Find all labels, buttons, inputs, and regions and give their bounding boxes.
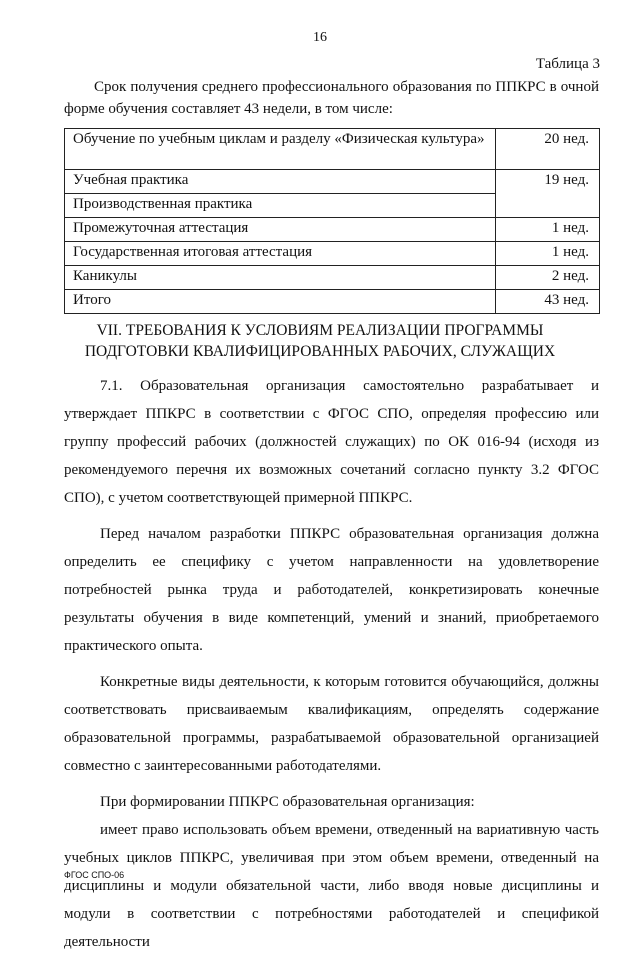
row-label: Обучение по учебным циклам и разделу «Физическая культура»	[65, 129, 496, 170]
section-title-line: ПОДГОТОВКИ КВАЛИФИЦИРОВАННЫХ РАБОЧИХ, СЛУЖАЩИХ	[84, 343, 556, 360]
paragraph: Конкретные виды деятельности, к которым готовится обучающийся, должны соответствовать присваиваемым квалификациям, определять содержание образовательной программы, разрабатываемой образовательной организацией совместно с заинтересованными работодателями.	[64, 674, 599, 774]
table-row	[65, 170, 600, 194]
paragraph: 7.1. Образовательная организация самостоятельно разрабатывает и утверждает ППКРС в соответствии с ФГОС СПО, определяя профессию или группу профессий рабочих (должностей служащих) по ОК 016-94 (исходя из рекомендуемого перечня их возможных сочетаний согласно пункту 3.2 ФГОС СПО), с учетом соответствующей примерной ППКРС.	[64, 378, 599, 506]
row-label: Каникулы	[65, 266, 496, 290]
row-label: Итого	[65, 290, 496, 314]
table-row	[65, 266, 600, 290]
table-row	[65, 129, 600, 170]
footer-label: ФГОС СПО-06	[64, 870, 125, 880]
paragraph: При формировании ППКРС образовательная организация:	[100, 794, 475, 810]
study-schedule-table	[64, 128, 600, 314]
intro-paragraph: Срок получения среднего профессионального образования по ППКРС в очной форме обучения составляет 43 недели, в том числе:	[64, 79, 599, 117]
section-title-line: VII. ТРЕБОВАНИЯ К УСЛОВИЯМ РЕАЛИЗАЦИИ ПРОГРАММЫ	[96, 322, 544, 339]
row-value: 2 нед.	[496, 266, 600, 290]
row-value: 19 нед.	[496, 170, 600, 218]
table-row	[65, 290, 600, 314]
row-label: Производственная практика	[65, 194, 496, 218]
page-number: 16	[313, 30, 327, 45]
table-row	[65, 218, 600, 242]
row-value: 43 нед.	[496, 290, 600, 314]
row-value: 20 нед.	[496, 129, 600, 170]
row-value: 1 нед.	[496, 242, 600, 266]
row-label: Промежуточная аттестация	[65, 218, 496, 242]
paragraph: имеет право использовать объем времени, отведенный на вариативную часть учебных циклов ППКРС, увеличивая при этом объем времени, отведенный на дисциплины и модули обязательной части, либо вводя новые дисциплины и модули в соответствии с потребностями работодателей и спецификой деятельности	[64, 822, 599, 950]
row-label: Государственная итоговая аттестация	[65, 242, 496, 266]
table-caption: Таблица 3	[535, 56, 600, 72]
table-row	[65, 242, 600, 266]
section-title	[0, 320, 640, 362]
row-label: Учебная практика	[65, 170, 496, 194]
body-text	[64, 372, 599, 956]
row-value: 1 нед.	[496, 218, 600, 242]
paragraph: Перед началом разработки ППКРС образовательная организация должна определить ее специфику с учетом направленности на удовлетворение потребностей рынка труда и работодателей, конкретизировать конечные результаты обучения в виде компетенций, умений и знаний, приобретаемого практического опыта.	[64, 526, 599, 654]
